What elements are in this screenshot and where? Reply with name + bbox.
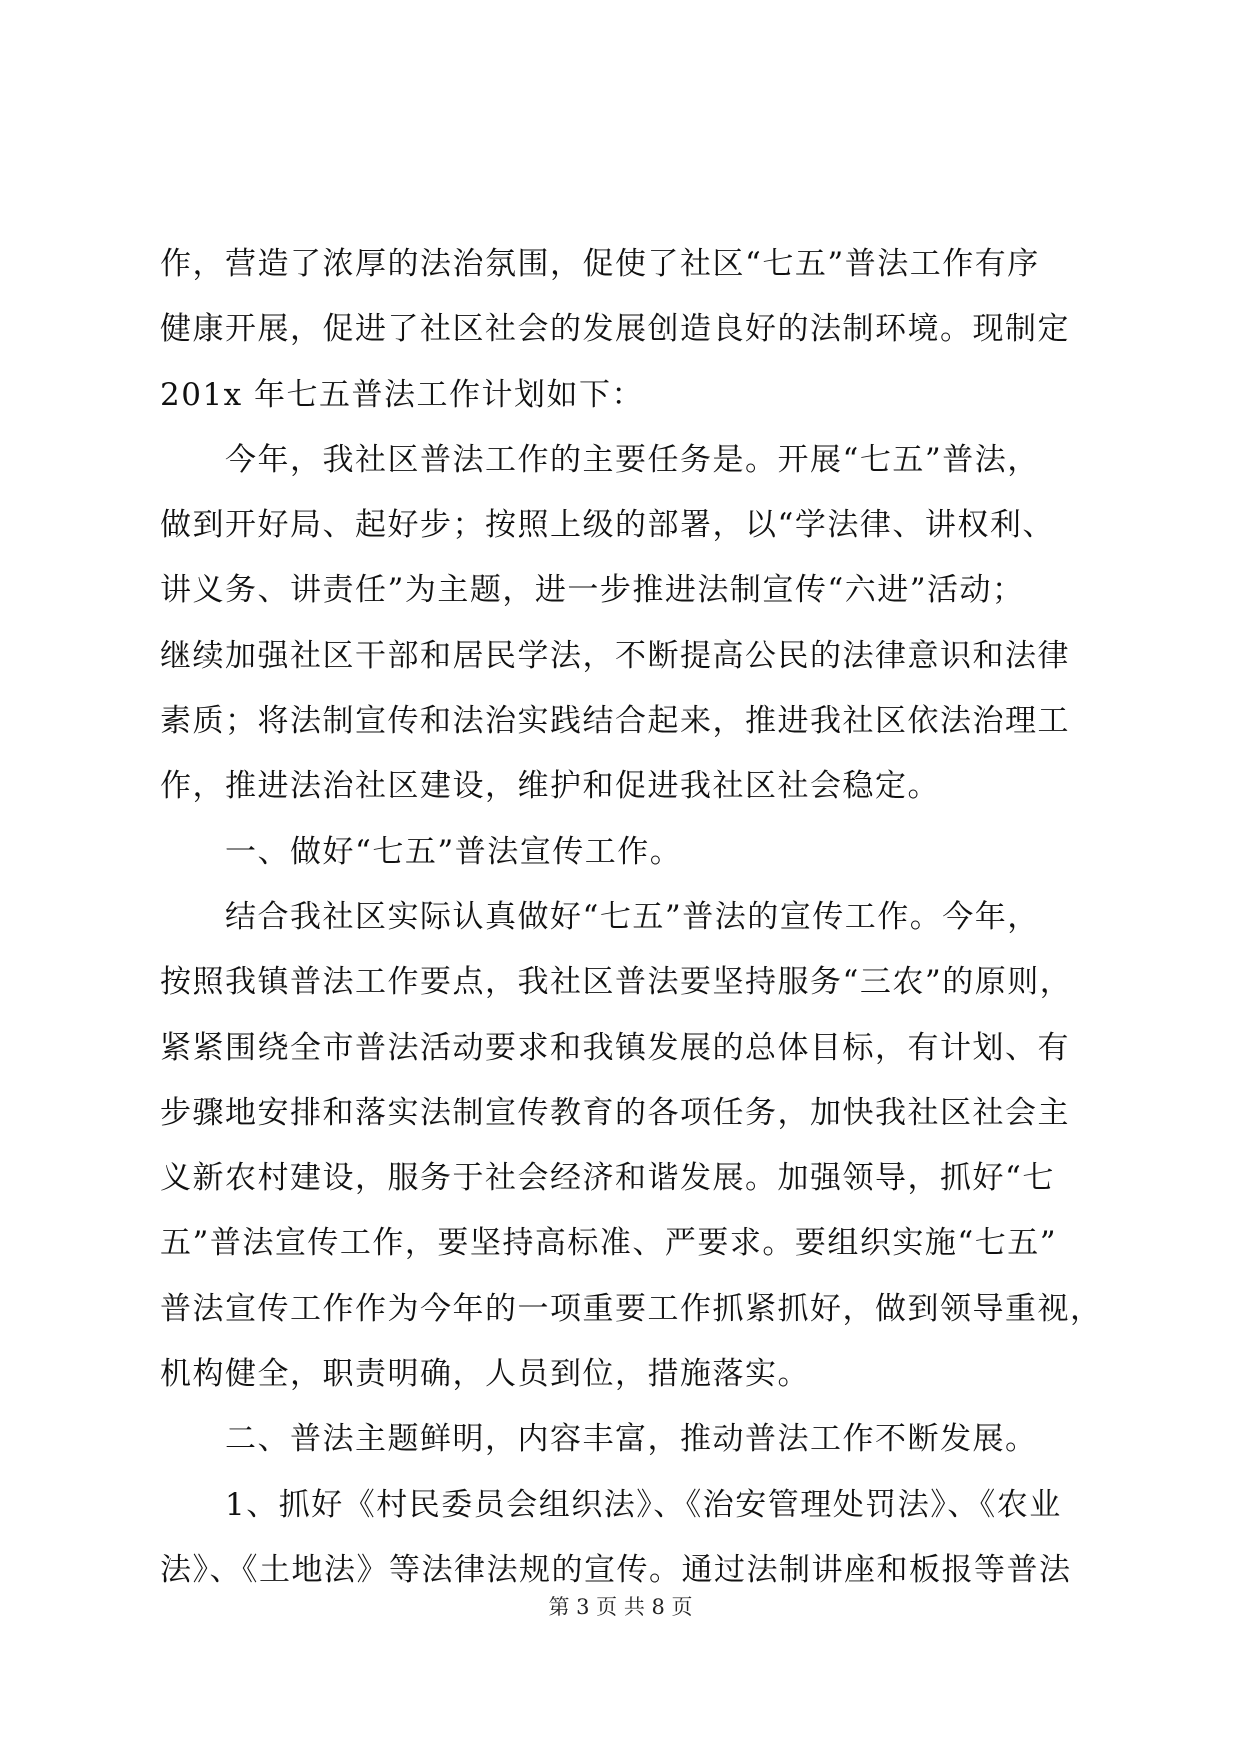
text-line: 机构健全，职责明确，人员到位，措施落实。 (160, 1356, 810, 1393)
text-line: 义新农村建设，服务于社会经济和谐发展。加强领导，抓好“七 (160, 1160, 1055, 1197)
text-line: 讲义务、讲责任”为主题，进一步推进法制宣传“六进”活动； (160, 572, 1025, 609)
text-line: 做到开好局、起好步；按照上级的部署，以“学法律、讲权利、 (160, 507, 1055, 544)
page-number-footer: 第 3 页 共 8 页 (548, 1595, 693, 1619)
text-line: 紧紧围绕全市普法活动要求和我镇发展的总体目标，有计划、有 (160, 1029, 1070, 1066)
text-line: 1、抓好《村民委员会组织法》、《治安管理处罚法》、《农业 (160, 1486, 1062, 1523)
text-line: 201x 年七五普法工作计划如下： (160, 376, 645, 413)
text-line: 步骤地安排和落实法制宣传教育的各项任务，加快我社区社会主 (160, 1094, 1070, 1131)
text-line: 素质；将法制宣传和法治实践结合起来，推进我社区依法治理工 (160, 703, 1070, 740)
section-heading-1: 一、做好“七五”普法宣传工作。 (160, 833, 683, 870)
text-line: 健康开展，促进了社区社会的发展创造良好的法制环境。现制定 (160, 311, 1070, 348)
text-line: 继续加强社区干部和居民学法，不断提高公民的法律意识和法律 (160, 637, 1070, 674)
text-line: 五”普法宣传工作，要坚持高标准、严要求。要组织实施“七五” (160, 1225, 1058, 1262)
text-line: 今年，我社区普法工作的主要任务是。开展“七五”普法， (160, 441, 1040, 478)
section-heading-2: 二、普法主题鲜明，内容丰富，推动普法工作不断发展。 (160, 1421, 1038, 1458)
body-text (160, 232, 1103, 1603)
text-line: 法》、《土地法》等法律法规的宣传。通过法制讲座和板报等普法 (160, 1551, 1072, 1588)
text-line: 按照我镇普法工作要点，我社区普法要坚持服务“三农”的原则， (160, 964, 1073, 1001)
text-line: 结合我社区实际认真做好“七五”普法的宣传工作。今年， (160, 898, 1040, 935)
text-line: 普法宣传工作作为今年的一项重要工作抓紧抓好，做到领导重视， (160, 1290, 1103, 1327)
text-line: 作，推进法治社区建设，维护和促进我社区社会稳定。 (160, 768, 940, 805)
text-line: 作，营造了浓厚的法治氛围，促使了社区“七五”普法工作有序 (160, 246, 1040, 282)
